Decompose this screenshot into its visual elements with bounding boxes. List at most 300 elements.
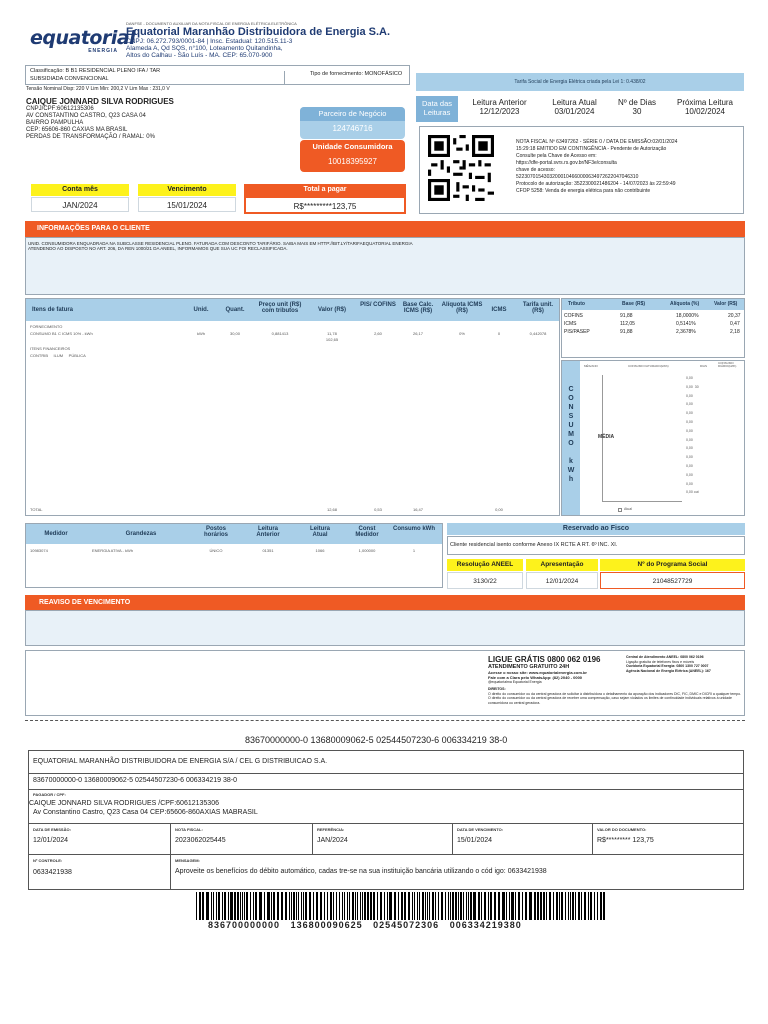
barcode-bar [259,892,260,920]
barcode-bar [473,892,474,920]
barcode-bar [503,892,505,920]
tributos-table [561,298,745,358]
barcode-bar [281,892,283,920]
nfe-line: chave de acesso: [516,167,555,173]
barcode-bar [578,892,580,920]
trib-h2: Alíquota (%) [670,301,700,307]
contact-whats: Fale com a Clara pelo WhatsApp: (82) 2040 - 0000 [488,675,583,680]
contact-left [488,655,624,684]
barcode-bar [206,892,207,920]
reading-h-0: Leitura Anterior [472,98,527,107]
pagador-2: Av Constantino Castro, Q23 Casa 04 CEP:65606-860AXIAS MABRASIL [33,809,258,816]
barcode-bar [330,892,332,920]
customer-losses: PERDAS DE TRANSFORMAÇÃO / RAMAL: 0% [26,134,155,140]
barcode-bar [389,892,390,920]
barcode-bar [588,892,589,920]
barcode-bar [336,892,337,920]
cons-val: 0,00 [686,455,693,460]
boleto-cedente: EQUATORIAL MARANHÃO DISTRIBUIDORA DE ENERGIA S/A / CEL G DISTRIBUICAO S.A. [33,758,328,765]
med-r4: 1066 [315,548,325,553]
contact-social: @equatorialma Equatorial Energia [488,680,542,684]
barcode-bar [549,892,551,920]
field-controle [29,855,171,889]
supply-type: Tipo de fornecimento: MONOFÁSICO [284,71,402,85]
barcode-bar [296,892,297,920]
barcode-bar [412,892,414,920]
barcode-bar [395,892,396,920]
barcode-bar [417,892,418,920]
barcode-bar [429,892,430,920]
info-title: INFORMAÇÕES PARA O CLIENTE [25,221,745,237]
barcode-bar [405,892,406,920]
tarifa-social: Tarifa Social de Energia Elétrica criada pela Lei 1: 0.438/02 [416,73,744,91]
cons-atual: 0,00 out [686,490,699,495]
nfe-line: Protocolo de autorização: 3522300021486204 - 14/07/2023 às 22:59:49 [516,181,676,187]
contact-phone: LIGUE GRÁTIS 0800 062 0196 [488,655,601,664]
trib-r2c3: 2,18 [730,329,740,335]
trib-h1: Base (R$) [622,301,646,307]
cons-val: 0,00 [686,411,693,416]
barcode-bar [291,892,292,920]
contact-r1: Central de Atendimento ANEEL: 0800 062 0196 [626,655,704,659]
cut-line [25,720,745,721]
barcode-bar [370,892,372,920]
barcode-bar [441,892,443,920]
barcode-bar [355,892,357,920]
readings-label-1: Data das [421,99,453,108]
nfe-line: CFOP 5258: Venda de energia elétrica para não contribuinte [516,188,651,194]
conta-value: JAN/2024 [31,197,129,212]
barcode-bar [224,892,226,920]
barcode [196,892,606,920]
barcode-bar [481,892,483,920]
barcode-bar [525,892,527,920]
reading-col-dias [612,98,662,116]
barcode-bar [377,892,378,920]
cons-col-h2: DIAS [700,364,708,368]
items-r1c9: 0,442078 [529,331,547,336]
cons-col-h0: MÊS/ANO [584,364,598,368]
items-r1c3: 0,881413 [271,331,289,336]
barcode-bar [494,892,496,920]
barcode-bar [394,892,395,920]
barcode-bar [425,892,426,920]
controle-label: Nº CONTROLE: [33,858,63,863]
consumo-box [561,360,745,516]
med-h5: Const Medidor [355,526,379,538]
barcode-bar [474,892,476,920]
items-r1c7: 0% [459,331,465,336]
barcode-bar [277,892,279,920]
fisco-v3: 21048527729 [600,572,745,589]
reading-v-1: 03/01/2024 [554,107,595,116]
items-total-pis: 0,53 [374,507,382,512]
barcode-bar [455,892,457,920]
items-row2: CONTRIB ILUM PÚBLICA [30,353,86,358]
field-value: 15/01/2024 [457,837,493,844]
items-h7: Alíquota ICMS (R$) [441,302,483,314]
barcode-bar [466,892,467,920]
barcode-bar [600,892,602,920]
barcode-bar [468,892,470,920]
barcode-bar [364,892,366,920]
readings-label-2: Leituras [423,108,451,117]
customer-cep: CEP: 65606-860 CAXIAS MA BRASIL [26,127,128,133]
items-table [25,298,560,516]
v-letter: O [568,440,574,447]
nfe-line: 15:29:18 EMITIDO EM CONTINGÊNCIA - Pendente de Autorização [516,146,667,152]
customer-cpf: CNPJ/CPF:60612135306 [26,106,94,112]
barcode-bar [461,892,462,920]
med-h2: Postos horários [203,526,228,538]
barcode-bar [546,892,548,920]
field-label: DATA DE VENCIMENTO: [457,827,504,832]
barcode-bar [368,892,369,920]
med-r1: ENERGIA ATIVA - kWh [92,548,133,553]
barcode-bar [387,892,388,920]
contact-r3: Agência Nacional de Energia Elétrica (ANEEL): 167 [626,668,711,673]
barcode-bar [512,892,514,920]
pagador-1: CAIQUE JONNARD SILVA RODRIGUES /CPF:60612135306 [29,800,219,807]
barcode-bar [357,892,358,920]
barcode-bar [309,892,311,920]
barcode-bar [553,892,554,920]
chart-media: MÉDIA [598,434,615,440]
barcode-bar [207,892,208,920]
venc-value: 15/01/2024 [138,197,236,212]
barcode-bar [218,892,220,920]
v-letter: U [568,422,574,429]
barcode-bar [575,892,576,920]
barcode-bar [498,892,500,920]
barcode-bar [594,892,595,920]
field-msg [171,855,743,889]
barcode-bar [556,892,557,920]
barcode-bar [267,892,268,920]
partner-label: Parceiro de Negócio [300,107,405,121]
barcode-bar [502,892,503,920]
reading-v-0: 12/12/2023 [479,107,520,116]
barcode-bar [537,892,539,920]
trib-r0c1: 91,88 [620,313,633,319]
aviso-title: REAVISO DE VENCIMENTO [25,595,745,610]
contact-r2: Ligação gratuita de telefones fixos e móveis [626,659,695,664]
barcode-bar [450,892,451,920]
barcode-bar [390,892,391,920]
trib-r0c3: 20,37 [728,313,741,319]
field-nf [171,824,313,854]
barcode-bar [342,892,343,920]
barcode-bar [384,892,385,920]
reading-h-2: Nº de Dias [617,98,657,107]
rights-title: DIREITOS: [488,687,506,691]
items-h5: PIS/ COFINS [360,302,396,308]
cons-val: 0,00 [686,472,693,477]
barcode-bar [373,892,375,920]
barcode-bar [570,892,572,920]
company-name: Equatorial Maranhão Distribuidora de Energia S.A. [126,26,391,38]
cons-peak: 30 [694,384,699,389]
items-h1: Unid. [193,307,209,313]
barcode-bar [543,892,544,920]
unit-value: 10018395927 [328,157,377,166]
barcode-bar [316,892,318,920]
field-venc [453,824,593,854]
v-letter: M [568,431,574,438]
voltage: Tensão Nominal Disp: 220 V Lim Min: 200,2 V Lim Max : 231,0 V [26,86,170,92]
cons-val: 0,00 [686,446,693,451]
barcode-bar [244,892,245,920]
classification-box [25,65,410,85]
med-h1: Grandezas [125,531,157,537]
cons-val: 0,00 [686,419,693,424]
barcode-bar [562,892,563,920]
barcode-bar [511,892,512,920]
field-value: 2023062025445 [175,837,226,844]
nfe-line: Consulte pela Chave de Acesso em: [516,153,597,159]
items-total-base: 16,47 [412,507,423,512]
cons-val: 0,00 [686,393,693,398]
field-label: NOTA FISCAL: [175,827,203,832]
barcode-bar [572,892,574,920]
partner-box [300,107,405,139]
barcode-bar [427,892,428,920]
msg-value: Aproveite os benefícios do débito automático, cadas tre-se na sua instituição bancária utilizando o cód igo: 0633421938 [175,868,547,875]
v-letter: O [568,395,574,402]
trib-r1c0: ICMS [564,321,577,327]
fisco-text: Cliente residencial isento conforme Anexo IX RCTE A RT. 6º INC. XI. [447,536,745,555]
nfe-line: NOTA FISCAL Nº 63497262 - SÉRIE 0 / DATA DE EMISSÃO:02/01/2024 [516,139,678,145]
barcode-bar [298,892,299,920]
customer-name: CAIQUE JONNARD SILVA RODRIGUES [26,97,174,106]
field-value: R$********* 123,75 [597,837,654,844]
barcode-bar [293,892,295,920]
barcode-bar [324,892,325,920]
boleto-line2: 83670000000-0 13680009062-5 02544507230-6 006334219 38-0 [33,777,237,784]
barcode-bar [273,892,275,920]
barcode-bar [438,892,439,920]
barcode-bar [344,892,345,920]
barcode-bar [230,892,231,920]
barcode-bar [509,892,510,920]
barcode-bar [360,892,361,920]
contact-right [626,655,742,673]
items-h9: Tarifa unit. (R$) [522,302,554,314]
med-r2: ÚNICO [209,548,223,553]
boleto-digitable: 83670000000-0 13680009062-5 02544507230-6 006334219 38-0 [245,735,508,745]
items-h3: Preço unit (R$) com tributos [258,302,302,314]
v-letter: W [567,467,575,474]
barcode-bar [285,892,287,920]
barcode-bar [506,892,507,920]
cons-val: 0,00 [686,376,693,380]
logo-sub: ENERGIA [88,48,118,54]
items-r1c5: 2,60 [374,331,382,336]
medidor-table [25,523,443,588]
trib-h3: Valor (R$) [714,301,738,307]
barcode-bar [202,892,204,920]
boleto-frame [28,750,744,890]
contact-r4: Ouvidoria Equatorial Energia: 0800 1300 727 0007 [626,664,709,668]
barcode-bar [216,892,217,920]
field-label: VALOR DO DOCUMENTO: [597,827,647,832]
trib-r1c2: 0,5141% [676,321,696,327]
barcode-bar [470,892,471,920]
barcode-bar [490,892,491,920]
company-cnpj: CNPJ: 06.272.793/0001-84 | Insc. Estadual: 120.515.11-3 [126,38,293,45]
barcode-bar [260,892,262,920]
field-value: JAN/2024 [317,837,348,844]
barcode-bar [339,892,340,920]
div1 [29,773,743,774]
contact-web: Acesse o nosso site: www.equatorialenergia.com.br [488,670,587,675]
barcode-bar [305,892,307,920]
barcode-bar [228,892,229,920]
fisco-v1: 3130/22 [447,572,523,589]
trib-r1c1: 112,05 [620,321,635,327]
items-h4: Valor (R$) [317,307,346,313]
field-ref [313,824,453,854]
barcode-text: 836700000000 136800090625 02545072306 006334219380 [208,920,522,930]
v-letter: k [569,458,573,465]
items-h6: Base Calc. ICMS (R$) [402,302,434,314]
barcode-bar [515,892,516,920]
items-total-icms: 0,00 [495,507,503,512]
rights-text: O direito do consumidor ou da central geradora de solicitar à distribuidora o detalhamento da apuração dos indicadores DIC, FIC, DMIC e DICRI a qualquer tempo. O direito do consumidor ou da central geradora de receber uma compensação, caso sejam violados os limites de continuidade individuais relativos à unidade consumidora ou central geradora. [488,691,742,705]
barcode-bar [488,892,489,920]
unit-label: Unidade Consumidora [312,142,393,151]
barcode-bar [347,892,348,920]
barcode-bar [419,892,420,920]
legend-label: Atual [624,507,632,511]
barcode-bar [237,892,239,920]
subsidy: SUBSIDIADA CONVENCIONAL [30,76,109,82]
barcode-bar [231,892,233,920]
nfe-line: https://dfe-portal.svrs.rs.gov.br/NF3e/consulta [516,160,617,166]
barcode-bar [380,892,382,920]
barcode-bar [448,892,449,920]
barcode-bar [401,892,403,920]
barcode-bar [522,892,523,920]
items-h0: Itens de fatura [32,307,74,313]
med-r6: 1 [412,548,416,553]
barcode-bar [199,892,201,920]
trib-r0c2: 18,0000% [676,313,699,319]
chart-baseline [602,501,682,502]
items-r1c4b: 102,65 [325,337,339,342]
items-r1c0: CONSUMO B1 C ICMS 10% - kWh [30,331,93,336]
aviso-box [25,610,745,646]
readings-box [416,96,744,122]
med-h0: Medidor [44,531,68,537]
cons-val: 0,00 [686,463,693,468]
cons-val: 0,00 [686,437,693,442]
v-letter: N [568,404,574,411]
reading-h-3: Próxima Leitura [676,98,734,107]
barcode-bar [452,892,454,920]
v-letter: S [568,413,574,420]
total-value: R$*********123,75 [244,196,406,214]
barcode-bar [534,892,536,920]
field-value: 12/01/2024 [33,837,69,844]
barcode-bar [264,892,265,920]
barcode-bar [327,892,328,920]
venc-label: Vencimento [138,184,236,196]
barcode-bar [398,892,399,920]
barcode-bar [289,892,290,920]
barcode-bar [246,892,247,920]
barcode-bar [540,892,541,920]
barcode-bar [491,892,492,920]
fisco-h1: Resolução ANEEL [447,559,523,571]
med-h3: Leitura Anterior [256,526,280,538]
company-header [126,21,456,59]
barcode-bar [213,892,214,920]
cons-val: 0,00 [686,402,693,407]
cons-val: 0,00 [686,481,693,486]
contact-att: ATENDIMENTO GRATUITO 24H [488,664,570,670]
trib-r2c2: 2,3678% [676,329,696,335]
barcode-bar [255,892,257,920]
v-letter: h [568,476,574,483]
barcode-bar [568,892,569,920]
barcode-bar [584,892,585,920]
info-box [25,237,745,295]
barcode-bar [242,892,243,920]
reading-h-1: Leitura Atual [552,98,597,107]
conta-label: Conta mês [31,184,129,196]
customer-bairro: BAIRRO PAMPULHA [26,120,84,126]
msg-label: MENSAGEM: [175,858,200,863]
barcode-bar [196,892,197,920]
barcode-bar [234,892,236,920]
med-h4: Leitura Atual [309,526,330,538]
barcode-bar [250,892,251,920]
barcode-bar [460,892,461,920]
barcode-bar [518,892,519,920]
barcode-bar [352,892,354,920]
field-valor [593,824,743,854]
reading-col-anterior [462,98,537,116]
barcode-bar [333,892,335,920]
consumo-vertical-label [562,361,580,515]
med-r0: 10983074 [30,548,48,553]
cons-col-h3: CONSUMO DIÁRIO(kWh) [718,361,737,368]
items-r1c6: 26,17 [412,331,423,336]
barcode-bar [253,892,254,920]
barcode-bar [597,892,598,920]
items-total-label: TOTAL [30,507,43,512]
barcode-bar [414,892,415,920]
barcode-bar [445,892,446,920]
cons-col-h1: CONSUMO FATURADO(kWh) [628,364,669,368]
med-r3: 01351 [262,548,274,553]
readings-label [416,96,458,122]
qr-code-icon [428,135,494,201]
items-h2: Quant. [225,307,245,313]
trib-r1c3: 0,47 [730,321,740,327]
barcode-bar [581,892,583,920]
field-label: DATA DE EMISSÃO: [33,827,71,832]
cons-val: 0,00 [686,384,693,389]
items-sec2: ITENS FINANCEIROS [30,346,71,351]
barcode-bar [349,892,350,920]
barcode-bar [565,892,566,920]
pagador-label: PAGADOR / CPF: [33,792,66,797]
barcode-bar [561,892,562,920]
items-sec1: FORNECIMENTO [30,324,63,329]
fisco-h2: Apresentação [526,559,598,571]
